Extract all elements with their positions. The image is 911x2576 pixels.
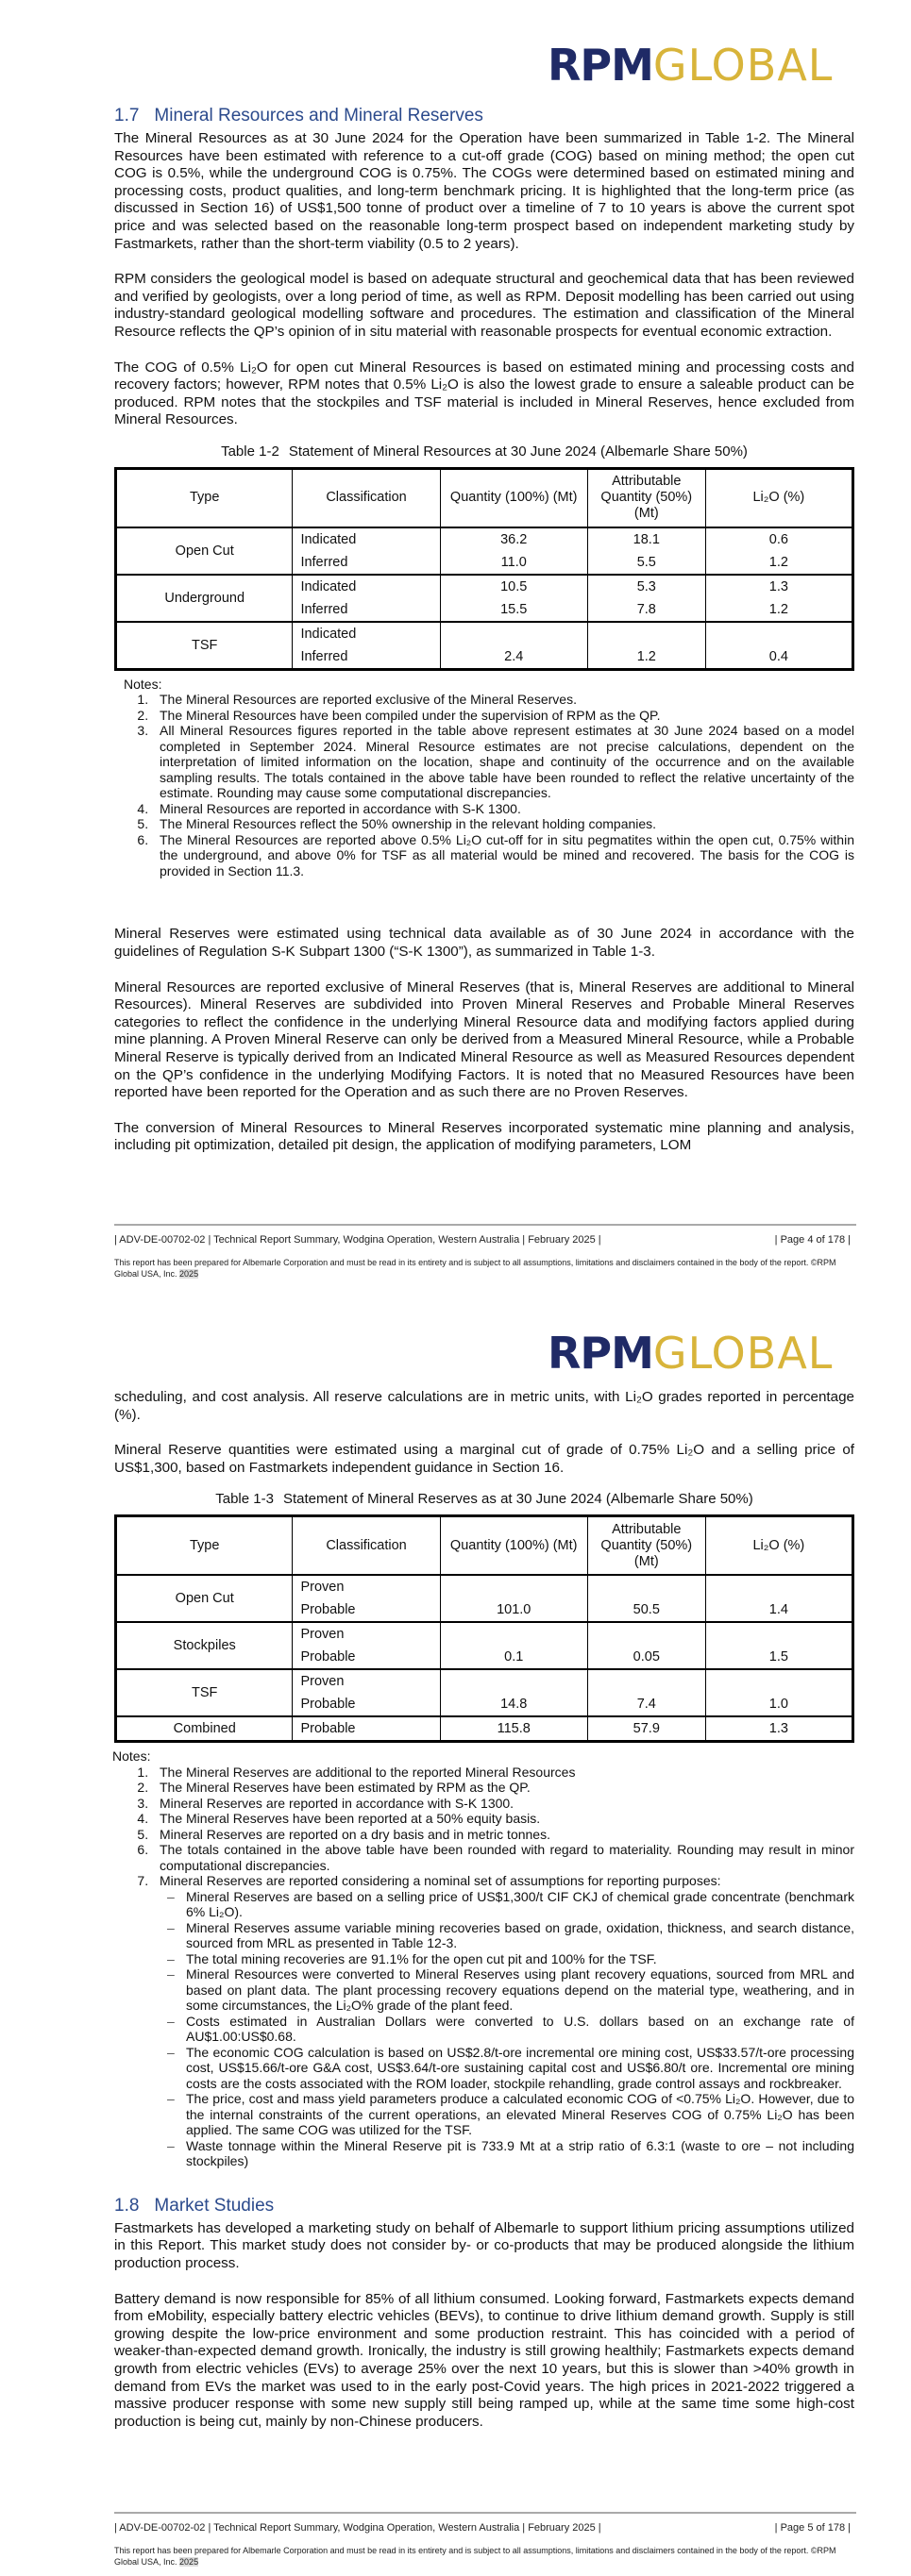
sub-note-item: – Costs estimated in Australian Dollars were converted to U.S. dollars based on an exchange rate of AU$1.00:US$0.68.: [167, 2014, 854, 2045]
column-header: Attributable Quantity (50%) (Mt): [587, 1516, 705, 1576]
header-row: [116, 1516, 853, 1576]
note-item: [152, 1796, 854, 1812]
column-header: Li₂O (%): [705, 468, 852, 527]
table-caption: Table 1-2 Statement of Mineral Resources at 30 June 2024 (Albemarle Share 50%): [221, 443, 748, 460]
value-cell: 7.4: [587, 1693, 705, 1716]
column-header: Quantity (100%) (Mt): [440, 1516, 587, 1576]
body-paragraphs: [114, 926, 854, 1155]
paragraph: Battery demand is now responsible for 85% of all lithium consumed. Looking forward, Fastmarkets expects demand from eMobility, especially battery electric vehicles (BEVs), to continue to drive lithium demand growth. Supply is still growing despite the low-price environment and some production restraint. This has coincided with a period of weaker-than-expected demand growth. Ironically, the industry is still growing healthily; Fastmarkets expects demand growth from electric vehicles (EVs) to average 25% over the next 10 years, but this is slower than >40% growth in demand from EVs the market was used to in the early post-Covid years. The high prices in 2021-2022 triggered a massive producer response with some new supply still being ramped up, while at the same time some high-cost production is being cut, mainly by non-Chinese producers.: [114, 2290, 854, 2430]
note-text: Mineral Reserves are reported in accordance with S-K 1300.: [160, 1795, 515, 1811]
table-row: [116, 1669, 853, 1693]
value-cell: 18.1: [587, 527, 705, 551]
table-row: [116, 1716, 853, 1742]
value-cell: 1.2: [587, 645, 705, 670]
row-group: [116, 527, 853, 575]
note-item: [152, 723, 854, 801]
classification-cell: Proven: [293, 1575, 440, 1598]
value-cell: [705, 1622, 852, 1646]
note-item: [152, 692, 854, 708]
value-cell: 2.4: [440, 645, 587, 670]
value-cell: 1.0: [705, 1693, 852, 1716]
row-group: [116, 1575, 853, 1622]
sub-note-item: – The total mining recoveries are 91.1% for the open cut pit and 100% for the TSF.: [167, 1951, 854, 1967]
sub-note-item: – Waste tonnage within the Mineral Reserve pit is 733.9 Mt at a strip ratio of 6.3:1 (waste to ore – not including stockpiles): [167, 2138, 854, 2169]
table-row: [116, 622, 853, 645]
note-text: All Mineral Resources figures reported in the table above represent estimates at 30 June 2024 based on a model completed in September 2024. Mineral Resource estimates are not precise calculations, dependent on the interpretation of limited information on the location, shape and continuity of the occurrence and on the available sampling results. The totals contained in the above table have been rounded to reflect the relative uncertainty of the estimate. Rounding may cause some computational discrepancies.: [160, 723, 854, 801]
paragraph: Mineral Reserves were estimated using technical data available as of 30 June 2024 in accordance with the guidelines of Regulation S-K Subpart 1300 (“S-K 1300”), as summarized in Table 1-3.: [114, 926, 854, 960]
sub-note-item: – Mineral Reserves are based on a selling price of US$1,300/t CIF CKJ of chemical grade concentrate (benchmark 6% Li₂O).: [167, 1889, 854, 1920]
column-header: Type: [116, 468, 293, 527]
value-cell: 1.2: [705, 598, 852, 622]
sub-note-item: – Mineral Resources were converted to Mineral Reserves using plant recovery equations, sourced from MRL and based on plant data. The plant processing recovery equations depend on the material type, weathering, and in some circumstances, the Li₂O% grade of the plant feed.: [167, 1966, 854, 2014]
table-header: [116, 1516, 853, 1576]
paragraph: Mineral Resources are reported exclusive of Mineral Reserves (that is, Mineral Reserves are additional to Mineral Resources). Mineral Reserves are subdivided into Proven Mineral Reserves and Probable Mineral Reserves categories to reflect the confidence in the underlying Mineral Resource data and modifying factors applied during mine planning. A Proven Mineral Reserve can only be derived from a Measured Mineral Resource, while a Probable Mineral Reserve is typically derived from an Indicated Mineral Resource as well as Measured Resources dependent on the QP’s confidence in the underlying Modifying Factors. It is noted that no Measured Resources have been reported have been reported for the Operation and as such there are no Proven Reserves.: [114, 979, 854, 1101]
body-paragraphs: [114, 130, 854, 429]
note-text: The Mineral Reserves have been reported at a 50% equity basis.: [160, 1811, 541, 1827]
classification-cell: Probable: [293, 1716, 440, 1742]
paragraph: Fastmarkets has developed a marketing study on behalf of Albemarle to support lithium pricing assumptions utilized in this Report. This market study does not consider by- or co-products that may be produced alongside the lithium production process.: [114, 2219, 854, 2272]
column-header: Type: [116, 1516, 293, 1576]
table-header: [116, 468, 853, 527]
column-header: Li₂O (%): [705, 1516, 852, 1576]
sub-note-item: – Mineral Reserves assume variable mining recoveries based on grade, oxidation, thickness, and search distance, sourced from MRL as presented in Table 12-3.: [167, 1920, 854, 1951]
classification-cell: Indicated: [293, 527, 440, 551]
value-cell: 0.6: [705, 527, 852, 551]
notes-label: Notes:: [124, 676, 162, 692]
note-item: [152, 1780, 854, 1796]
value-cell: [440, 1575, 587, 1598]
classification-cell: Proven: [293, 1669, 440, 1693]
mineral-reserves-table: [114, 1514, 854, 1743]
type-cell: Open Cut: [116, 1575, 293, 1622]
value-cell: 1.2: [705, 551, 852, 575]
sub-notes: [160, 1889, 854, 2169]
rpm-global-logo: RPMGLOBAL: [548, 1328, 834, 1379]
column-header: Quantity (100%) (Mt): [440, 468, 587, 527]
page-5: [0, 1288, 911, 2576]
value-cell: 1.4: [705, 1598, 852, 1622]
note-text: The Mineral Resources are reported above 0.5% Li₂O cut-off for in situ pegmatites within the open cut, 0.75% within the underground, and above 0% for TSF as all material would be mined and recovered. The basis for the COG is provided in Section 11.3.: [160, 831, 854, 878]
table-row: [116, 1575, 853, 1598]
column-header: Classification: [293, 1516, 440, 1576]
value-cell: 1.5: [705, 1646, 852, 1669]
value-cell: 1.3: [705, 1716, 852, 1742]
table-row: [116, 575, 853, 598]
classification-cell: Inferred: [293, 598, 440, 622]
value-cell: [705, 622, 852, 645]
value-cell: 0.4: [705, 645, 852, 670]
value-cell: 7.8: [587, 598, 705, 622]
value-cell: [705, 1669, 852, 1693]
note-text: The Mineral Resources are reported exclusive of the Mineral Reserves.: [160, 692, 577, 708]
page-footer: | ADV-DE-00702-02 | Technical Report Summary, Wodgina Operation, Western Australia | February 2025 | | Page 4 of 178 | This report has been prepared for Albemarle Corporation and must be read in its entirety and is subject to all assumptions, limitations and disclaimers contained in the body of the report. ©RPM Global USA, Inc. 2025: [114, 1224, 856, 1280]
table-notes: [124, 677, 854, 879]
page-footer: | ADV-DE-00702-02 | Technical Report Summary, Wodgina Operation, Western Australia | February 2025 | | Page 5 of 178 | This report has been prepared for Albemarle Corporation and must be read in its entirety and is subject to all assumptions, limitations and disclaimers contained in the body of the report. ©RPM Global USA, Inc. 2025: [114, 2512, 856, 2568]
type-cell: Combined: [116, 1716, 293, 1742]
paragraph: RPM considers the geological model is based on adequate structural and geochemical data that has been reviewed and verified by geologists, over a long period of time, as well as RPM. Deposit modelling has been carried out using industry-standard geological modelling software and procedures. The estimation and classification of the Mineral Resource reflects the QP’s opinion of in situ material with reasonable prospects for eventual economic extraction.: [114, 271, 854, 340]
type-cell: TSF: [116, 1669, 293, 1716]
classification-cell: Probable: [293, 1598, 440, 1622]
note-item: [152, 1765, 854, 1781]
type-cell: Underground: [116, 575, 293, 622]
value-cell: 1.3: [705, 575, 852, 598]
paragraph: Mineral Reserve quantities were estimated using a marginal cut of grade of 0.75% Li₂O and a selling price of US$1,300, based on Fastmarkets independent guidance in Section 16.: [114, 1442, 854, 1476]
classification-cell: Probable: [293, 1693, 440, 1716]
note-item: [152, 816, 854, 832]
value-cell: 5.5: [587, 551, 705, 575]
section-heading: 1.8 Market Studies: [114, 2195, 275, 2216]
table-notes: [112, 1748, 854, 2169]
table-row: [116, 527, 853, 551]
note-item: [152, 801, 854, 817]
paragraph: The conversion of Mineral Resources to Mineral Reserves incorporated systematic mine planning and analysis, including pit optimization, detailed pit design, the application of modifying parameters, LOM: [114, 1119, 854, 1154]
note-item: [152, 1873, 854, 2169]
value-cell: 0.05: [587, 1646, 705, 1669]
note-text: Mineral Reserves are reported on a dry basis and in metric tonnes.: [160, 1826, 550, 1842]
body-paragraphs: [114, 1389, 854, 1477]
notes-label: Notes:: [112, 1748, 151, 1765]
rpm-global-logo: RPMGLOBAL: [548, 40, 834, 91]
paragraph: The COG of 0.5% Li₂O for open cut Mineral Resources is based on estimated mining and processing costs and recovery factors; however, RPM notes that 0.5% Li₂O is also the lowest grade to ensure a saleable product can be produced. RPM notes that the stockpiles and TSF material is included in Mineral Reserves, hence excluded from Mineral Resources.: [114, 359, 854, 428]
row-group: [116, 622, 853, 670]
row-group: [116, 1669, 853, 1716]
row-group: [116, 575, 853, 622]
header-row: [116, 468, 853, 527]
value-cell: [440, 1669, 587, 1693]
note-text: The Mineral Resources have been compiled under the supervision of RPM as the QP.: [160, 707, 661, 723]
body-paragraphs: [114, 2220, 854, 2432]
value-cell: 15.5: [440, 598, 587, 622]
note-text: The Mineral Reserves have been estimated by RPM as the QP.: [160, 1780, 531, 1796]
row-group: [116, 1622, 853, 1669]
value-cell: [587, 1575, 705, 1598]
page-number: | Page 5 of 178 |: [774, 2522, 851, 2534]
mineral-resources-table: [114, 467, 854, 671]
value-cell: 115.8: [440, 1716, 587, 1742]
value-cell: [587, 1622, 705, 1646]
value-cell: [587, 1669, 705, 1693]
note-text: The Mineral Resources reflect the 50% ownership in the relevant holding companies.: [160, 816, 657, 832]
paragraph: scheduling, and cost analysis. All reserve calculations are in metric units, with Li₂O grades reported in percentage (%).: [114, 1389, 854, 1423]
column-header: Attributable Quantity (50%) (Mt): [587, 468, 705, 527]
value-cell: [440, 622, 587, 645]
value-cell: 11.0: [440, 551, 587, 575]
section-heading: 1.7 Mineral Resources and Mineral Reserves: [114, 106, 483, 125]
note-item: [152, 708, 854, 724]
page-number: | Page 4 of 178 |: [774, 1234, 851, 1246]
value-cell: 5.3: [587, 575, 705, 598]
note-item: [152, 1811, 854, 1827]
note-text: Mineral Resources are reported in accordance with S-K 1300.: [160, 800, 521, 816]
value-cell: 57.9: [587, 1716, 705, 1742]
paragraph: The Mineral Resources as at 30 June 2024 for the Operation have been summarized in Table 1-2. The Mineral Resources have been estimated with reference to a cut-off grade (COG) based on mining method; the open cut COG is 0.5%, while the underground COG is 0.75%. The COGs were determined based on estimated mining and processing costs, product qualities, and long-term benchmark pricing. It is highlighted that the long-term price (as discussed in Section 16) of US$1,500 tonne of product over a timeline of 7 to 10 years is above the current spot price and was selected based on the reasonable long-term prospect based on independent marketing study by Fastmarkets, rather than the short-term viability (0.5 to 2 years).: [114, 130, 854, 252]
type-cell: TSF: [116, 622, 293, 670]
value-cell: 14.8: [440, 1693, 587, 1716]
type-cell: Open Cut: [116, 527, 293, 575]
classification-cell: Inferred: [293, 551, 440, 575]
classification-cell: Probable: [293, 1646, 440, 1669]
value-cell: 10.5: [440, 575, 587, 598]
table-row: [116, 1622, 853, 1646]
note-text: The totals contained in the above table have been rounded with regard to materiality. Rounding may result in minor computational discrepancies.: [160, 1842, 854, 1873]
note-text: Mineral Reserves are reported considering a nominal set of assumptions for reporting purposes:: [160, 1873, 721, 1889]
note-item: [152, 1842, 854, 1873]
value-cell: 101.0: [440, 1598, 587, 1622]
value-cell: 0.1: [440, 1646, 587, 1669]
value-cell: [705, 1575, 852, 1598]
type-cell: Stockpiles: [116, 1622, 293, 1669]
classification-cell: Proven: [293, 1622, 440, 1646]
value-cell: 50.5: [587, 1598, 705, 1622]
value-cell: [440, 1622, 587, 1646]
sub-note-item: – The price, cost and mass yield parameters produce a calculated economic COG of <0.75% Li₂O. However, due to the internal constraints of the current operations, an elevated Mineral Reserves COG of 0.75% Li₂O has been applied. The same COG was utilized for the TSF.: [167, 2091, 854, 2138]
value-cell: [587, 622, 705, 645]
classification-cell: Inferred: [293, 645, 440, 670]
note-item: [152, 1827, 854, 1843]
sub-note-item: – The economic COG calculation is based on US$2.8/t-ore incremental ore mining cost, US$33.57/t-ore processing cost, US$15.66/t-ore G&A cost, US$3.64/t-ore sustaining capital cost and US$6.80/t ore. Incremental ore mining costs are the costs associated with the ROM loader, stockpile rehandling, grade control assays and rockbreaker.: [167, 2045, 854, 2092]
column-header: Classification: [293, 468, 440, 527]
note-item: [152, 832, 854, 879]
note-text: The Mineral Reserves are additional to the reported Mineral Resources: [160, 1764, 576, 1780]
value-cell: 36.2: [440, 527, 587, 551]
classification-cell: Indicated: [293, 622, 440, 645]
table-caption: Table 1-3 Statement of Mineral Reserves as at 30 June 2024 (Albemarle Share 50%): [215, 1491, 753, 1508]
row-group: [116, 1716, 853, 1742]
classification-cell: Indicated: [293, 575, 440, 598]
